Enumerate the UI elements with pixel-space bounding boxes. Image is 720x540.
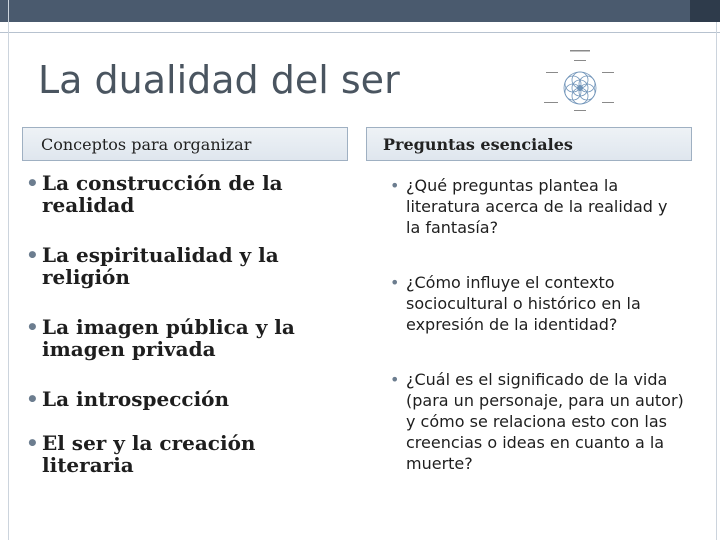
- list-item: [22, 244, 322, 288]
- bullet-icon: •: [26, 387, 39, 411]
- list-item: [22, 316, 322, 360]
- list-item: [386, 369, 686, 474]
- slide-title: La dualidad del ser: [38, 58, 400, 102]
- list-item: [22, 432, 322, 476]
- concepts-list: [22, 172, 322, 476]
- bullet-icon: •: [26, 171, 39, 195]
- concept-text: La espiritualidad y la religión: [42, 243, 279, 289]
- list-item: [386, 272, 686, 335]
- top-divider: [0, 32, 720, 33]
- top-band-accent: [690, 0, 720, 22]
- question-text: ¿Qué preguntas plantea la literatura acerca de la realidad y la fantasía?: [406, 176, 668, 237]
- left-border: [8, 0, 9, 540]
- list-item: [22, 172, 322, 216]
- right-border: [716, 22, 717, 540]
- questions-list: [386, 175, 686, 474]
- left-column-header: Conceptos para organizar: [22, 127, 348, 161]
- concept-text: La introspección: [42, 387, 230, 411]
- bullet-icon: •: [26, 315, 39, 339]
- concept-text: La imagen pública y la imagen privada: [42, 315, 295, 361]
- right-column-header: Preguntas esenciales: [366, 127, 692, 161]
- bullet-icon: •: [26, 243, 39, 267]
- top-band: [0, 0, 720, 22]
- bullet-icon: •: [390, 370, 400, 389]
- bullet-icon: •: [390, 273, 400, 292]
- bullet-icon: •: [26, 431, 39, 455]
- concept-text: La construcción de la realidad: [42, 171, 283, 217]
- list-item: [22, 388, 322, 410]
- list-item: [386, 175, 686, 238]
- flower-of-life-diagram-icon: [540, 48, 620, 118]
- bullet-icon: •: [390, 176, 400, 195]
- question-text: ¿Cuál es el significado de la vida (para un personaje, para un autor) y cómo se relaciona esto con las creencias o ideas en cuanto a la muerte?: [406, 370, 684, 473]
- concept-text: El ser y la creación literaria: [42, 431, 256, 477]
- question-text: ¿Cómo influye el contexto sociocultural o histórico en la expresión de la identidad?: [406, 273, 641, 334]
